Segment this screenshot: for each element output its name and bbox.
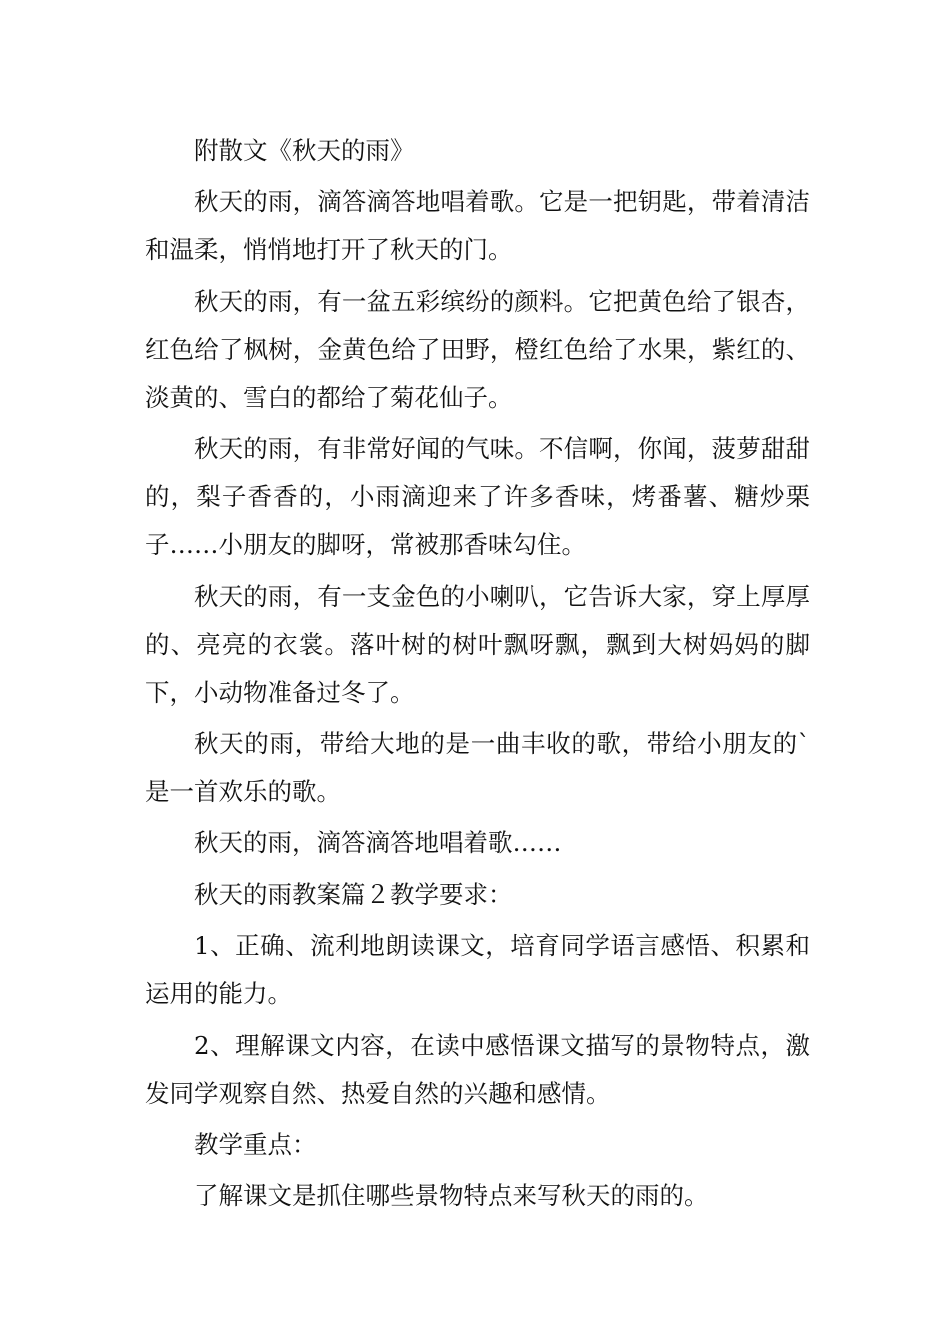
document-body	[145, 127, 810, 1224]
paragraph: 秋天的雨，滴答滴答地唱着歌……	[194, 828, 562, 858]
essay-title: 附散文《秋天的雨》	[194, 136, 415, 165]
paragraph: 秋天的雨，有一盆五彩缤纷的颜料。它把黄色给了银杏，红色给了枫树，金黄色给了田野，橙红色给了水果，紫红的、淡黄的、雪白的都给了菊花仙子。	[145, 286, 810, 412]
list-item: 1、正确、流利地朗读课文，培育同学语言感悟、积累和运用的能力。	[145, 931, 810, 1009]
paragraph: 秋天的雨，有一支金色的小喇叭，它告诉大家，穿上厚厚的、亮亮的衣裳。落叶树的树叶飘呀飘，飘到大树妈妈的脚下，小动物准备过冬了。	[145, 581, 810, 707]
section-heading: 教学重点：	[194, 1129, 317, 1159]
list-item: 2、理解课文内容，在读中感悟课文描写的景物特点，激发同学观察自然、热爱自然的兴趣和感情。	[145, 1030, 810, 1108]
section-heading: 秋天的雨教案篇２教学要求：	[194, 879, 513, 909]
paragraph: 秋天的雨，有非常好闻的气味。不信啊，你闻，菠萝甜甜的，梨子香香的，小雨滴迎来了许多香味，烤番薯、糖炒栗子……小朋友的脚呀，常被那香味勾住。	[145, 434, 810, 560]
paragraph: 了解课文是抓住哪些景物特点来写秋天的雨的。	[194, 1181, 709, 1211]
paragraph: 秋天的雨，滴答滴答地唱着歌。它是一把钥匙，带着清洁和温柔，悄悄地打开了秋天的门。	[145, 187, 810, 265]
paragraph: 秋天的雨，带给大地的是一曲丰收的歌，带给小朋友的`是一首欢乐的歌。	[145, 728, 810, 806]
